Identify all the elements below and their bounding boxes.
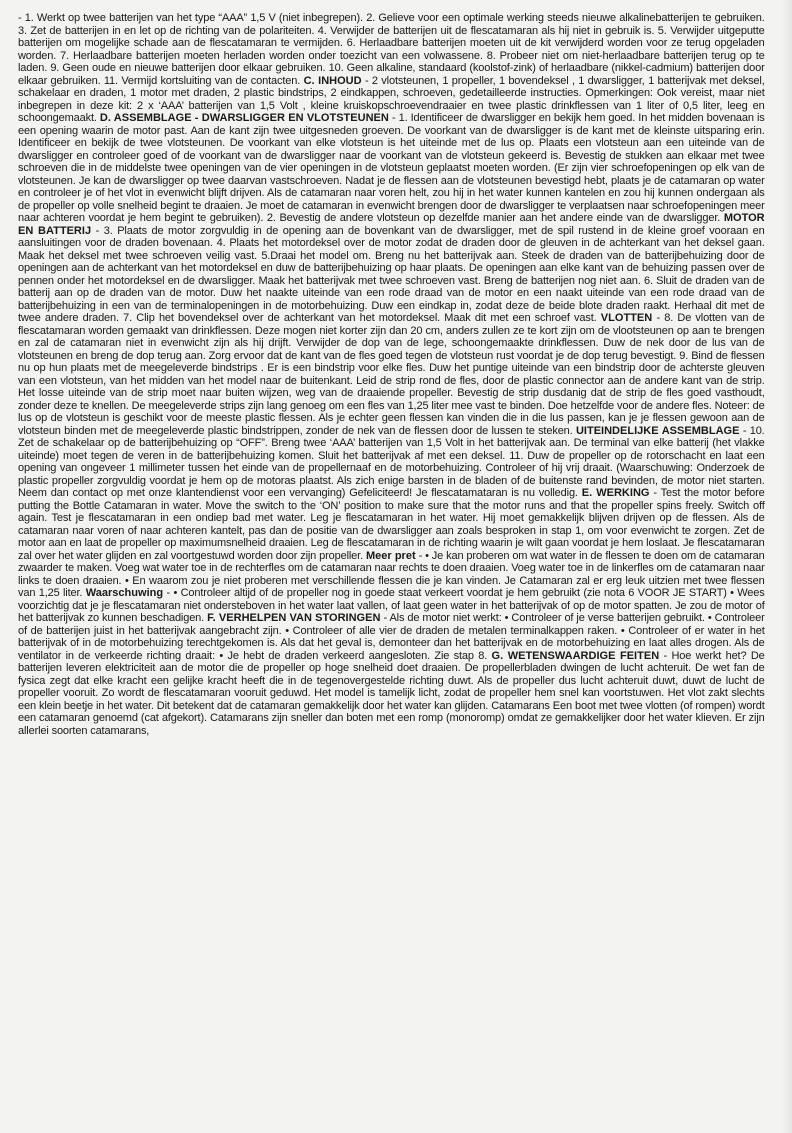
floats-text: - 8. De vlotten van de flescatamaran worden gemaakt van drinkflessen. Deze mogen niet korter zijn dan 20 cm, anders zullen ze te kort zijn om de vlootsteunen op aan te brengen en zal de catamaran niet in evenwicht zijn als hij drijft. Verwijder de dop van de lege, schoongemaakte drinkflessen. Duw de nek door de lus van de vlotsteunen en breng de dop terug aan. Zorg ervoor dat de kant van de fles goed tegen de vlotsteun rust voordat je de dop terug bevestigt. 9. Bind de flessen nu op hun plaats met de meegeleverde bindstrips . Er is een bindstrip voor elke fles. Duw het puntige uiteinde van een bindstrip door de achterste gleuven van een vlotsteun, van het midden van het model naar de buitenkant. Leid de strip rond de fles, door de plastic connector aan de andere kant van de strip. Het losse uiteinde van de strip moet naar buiten wijzen, weg van de draaiende propeller. Bevestig de strip dusdanig dat de strip de fles goed vasthoudt, zonder deze te knellen. De meegeleverde strips zijn lang genoeg om een fles van 1,25 liter mee vast te binden. Doe hetzelfde voor de andere fles. Noteer: de lus op de vlotsteun is geschikt voor de meeste plastic flessen. Als je echter geen flessen kan vinden die in die lus passen, kan je je flessen gewoon aan de vlotsteun binden met de meegeleverde plastic bindstrippen, zonder de nek van de flessen door de lussen te steken. [18, 312, 765, 437]
more-fun-text: - • Je kan proberen om wat water in de flessen te doen om de catamaran zwaarder te maken. Voeg wat water toe in de rechterfles om de catamaran naar rechts te doen draaien. Voeg water toe in de linkerfles om de catamaran naar links te doen draaien. • En waarom zou je niet proberen met verschillende flessen die je kan vinden. Je Catamaran zal er erg leuk uitzien met twee flessen van 1,25 liter. [18, 549, 765, 599]
instruction-text [18, 12, 765, 737]
contents-text: - 2 vlotsteunen, 1 propeller, 1 bovendeksel , 1 dwarsligger, 1 batterijvak met deksel, schakelaar en draden, 1 motor met draden, 2 plastic bindstrips, 2 eindkappen, schroeven, gedetailleerde instructies. Opmerkingen: Ook vereist, maar niet inbegrepen in deze kit: 2 x ‘AAA’ batterijen van 1,5 Volt , kleine kruiskopschroevendraaier en twee plastic drinkflessen van 1 liter of 0,5 liter, leeg en schoongemaakt. [18, 74, 765, 124]
heading-warning: Waarschuwing [85, 587, 164, 599]
final-assembly-text: - 10. Zet de schakelaar op de batterijbehuizing op “OFF”. Breng twee ‘AAA’ batterijen van 1,5 Volt in het batterijvak aan. De terminal van elke batterij (het vlakke uiteinde) moet tegen de veren in de batterijbehuizing komen. Sluit het batterijvak af met een deksel. 11. Duw de propeller op de rotorschacht en laat een opening van ongeveer 1 millimeter tussen het einde van de propellernaaf en de motorbehuizing. Controleer of hij vrij draait. (Waarschuwing: Onderzoek de plastic propeller zorgvuldig voordat je hem op de motoras plaatst. Als zich enige barsten in de bladen of de buitenste rand bevinden, de motor niet starten. Neem dan contact op met onze klantendienst voor een vervanging) Gefeliciteerd! Je flescatamataran is nu volledig. [18, 424, 765, 499]
warning-text: - • Controleer altijd of de propeller nog in goede staat verkeert voordat je hem gebruikt (zie nota 6 VOOR JE START) • Wees voorzichtig dat je je flescatamaran niet ondersteboven in het water laat vallen, of laat geen water in het batterijvak of op de motor spatten. Je zou de motor of het batterijvak zo kunnen beschadigen. [18, 587, 765, 624]
heading-more-fun: Meer pret [365, 549, 416, 562]
heading-assembly-crossbar: D. ASSEMBLAGE - DWARSLIGGER EN VLOTSTEUNEN [99, 112, 389, 124]
battery-notes: - 1. Werkt op twee batterijen van het type “AAA” 1,5 V (niet inbegrepen). 2. Gelieve voor een optimale werking steeds nieuwe alkalinebatterijen te gebruiken. 3. Zet de batterijen in en let op de richting van de polariteiten. 4. Verwijder de batterijen uit de flescatamaran als hij niet in gebruik is. 5. Verwijder uitgeputte batterijen om mogelijke schade aan de flescatamaran te vermijden. 6. Herlaadbare batterijen moeten uit de kit verwijderd worden voor ze terug opgeladen worden. 7. Herlaadbare batterijen moeten herladen worden onder toezicht van een volwassene. 8. Probeer niet om niet-herlaadbare batterijen terug op te laden. 9. Geen oude en nieuwe batterijen door elkaar gebruiken. 10. Geen alkaline, standaard (koolstof-zink) of herlaadbare (nikkel-cadmium) batterijen door elkaar gebruiken. 11. Vermijd kortsluiting van de contacten. [18, 12, 765, 87]
motor-battery-text: - 3. Plaats de motor zorgvuldig in de opening aan de bovenkant van de dwarsligger, met de spil rustend in de kleine groef vooraan en aansluitingen voor de draden bovenaan. 4. Plaats het motordeksel over de motor zodat de draden door de gleuven in de achterkant van het deksel gaan. Maak het deksel met twee schroeven veilig vast. 5.Draai het model om. Breng nu het batterijvak aan. Steek de draden van de batterijbehuizing door de openingen aan de achterkant van het motordeksel en duw de batterijbehuizing op haar plaats. De openingen aan elke kant van de behuizing passen over de pennen onder het motordeksel en de dwarsligger. Maak het batterijvak met twee schroeven vast. Breng de batterijen nog niet aan. 6. Sluit de draden van de batterij aan op de draden van de motor. Duw het naakte uiteinde van een rode draad van de motor en een naakt uiteinde van een rode draad van de batterijbehuizing in een van de terminalopeningen in de motorbehuizing. Duw een eindkap in, zodat deze de beide blote draden raakt. Herhaal dit met de twee andere draden. 7. Clip het bovendeksel over de achterkant van het motordeksel. Maak dit met een schroef vast. [18, 224, 765, 324]
page-edge-shadow [782, 0, 792, 1133]
assembly-crossbar-text: - 1. Identificeer de dwarsligger en bekijk hem goed. In het midden bovenaan is een opening waarin de motor past. Aan de kant zijn twee uitgesneden groeven. De voorkant van de dwarsligger is de kant met de kleinste uitsparing erin. Identificeer en bekijk de twee vlotsteunen. De voorkant van elke vlotsteun is het uiteinde met de lus op. Plaats een vlotsteun aan een uiteinde van de dwarsligger en controleer goed of de voorkant van de dwarsligger naar de voorkant van de vlotsteun gekeerd is. Bevestig de stukken aan elkaar met twee schroeven die in de middelste twee openingen van de vier openingen in de vlotsteun geplaatst moeten worden. (Er zijn vier schroefopeningen op elk van de vlotsteunen. Je kan de dwarsligger op twee daarvan vastschroeven. Nadat je de flessen aan de vlotsteunen bevestigd hebt, plaats je de catamaran op water en controleer je of het vlot in evenwicht blijft drijven. Als de catamaran naar voren helt, zou hij in het water kunnen kantelen en zou hij kunnen ondergaan als de propeller op volle snelheid begint te draaien. Je moet de catamaran in evenwicht brengen door de dwarsligger te verplaatsen naar schroefopeningen meer naar achteren voordat je hem begint te gebruiken). 2. Bevestig de andere vlotsteun op dezelfde manier aan het andere einde van de dwarsligger. [18, 112, 765, 224]
heading-facts: G. WETENSWAARDIGE FEITEN [491, 649, 660, 662]
operation-text: - Test the motor before putting the Bottle Catamaran in water. Move the switch to the ‘ON’ position to make sure that the motor runs and that the propeller spins freely. Switch off again. Test je flescatamaran in een ondiep bad met water. Leg je flescatamaran in het water. Hij moet gemakkelijk blijven drijven op de flessen. Als de catamaran naar voren of naar achteren kantelt, pas dan de positie van de dwarsligger aan zoals besproken in stap 1, om voor evenwicht te zorgen. Zet de motor aan en laat de propeller op maximumsnelheid draaien. Leg de flescatamaran in de richting waarin je wilt gaan voordat je hem loslaat. Je flescatamaran zal over het water glijden en zal voortgestuwd worden door zijn propeller. [18, 487, 765, 562]
heading-motor-battery: MOTOR EN BATTERIJ [18, 212, 765, 237]
heading-troubleshooting: F. VERHELPEN VAN STORINGEN [207, 612, 381, 624]
troubleshooting-text: - Als de motor niet werkt: • Controleer of je verse batterijen gebruikt. • Controleer of de batterijen juist in het batterijvak aangebracht zijn. • Controleer of alle vier de draden de metalen terminalkappen raken. • Controleer of er water in het batterijvak of in de motorbehuizing terechtgekomen is. Als dat het geval is, demonteer dan het batterijvak en de motorbehuizing en laat alles drogen. Als de ventilator in de verkeerde richting draait: • Je hebt de draden verkeerd aangesloten. Zie stap 8. [18, 612, 765, 662]
heading-final-assembly: UITEINDELIJKE ASSEMBLAGE [575, 424, 740, 437]
facts-text: - Hoe werkt het? De batterijen leveren elektriciteit aan de motor die de propeller op hoge snelheid doet draaien. De propellerbladen dwingen de lucht achteruit. De wet fan de fysica zegt dat elke kracht een gelijke kracht heeft die in de tegenovergestelde richting duwt. Als de propeller dus lucht achteruit duwt, duwt de lucht de propeller vooruit. Zo wordt de flescatamaran vooruit geduwd. Het model is tamelijk licht, zodat de propeller hem snel kan voortstuwen. Het vlot zakt slechts een klein beetje in het water. Dit betekent dat de catamaran gemakkelijk door het water kan glijden. Catamarans Een boot met twee vlotten (of rompen) wordt een catamaran genoemd (cat afgekort). Catamarans zijn sneller dan boten met een romp (monoromp) omdat ze gemakkelijker door het water klieven. Er zijn allerlei soorten catamarans, [18, 649, 765, 737]
heading-contents: C. INHOUD [303, 74, 362, 87]
heading-operation: E. WERKING [581, 487, 650, 499]
heading-floats: VLOTTEN [600, 312, 653, 324]
